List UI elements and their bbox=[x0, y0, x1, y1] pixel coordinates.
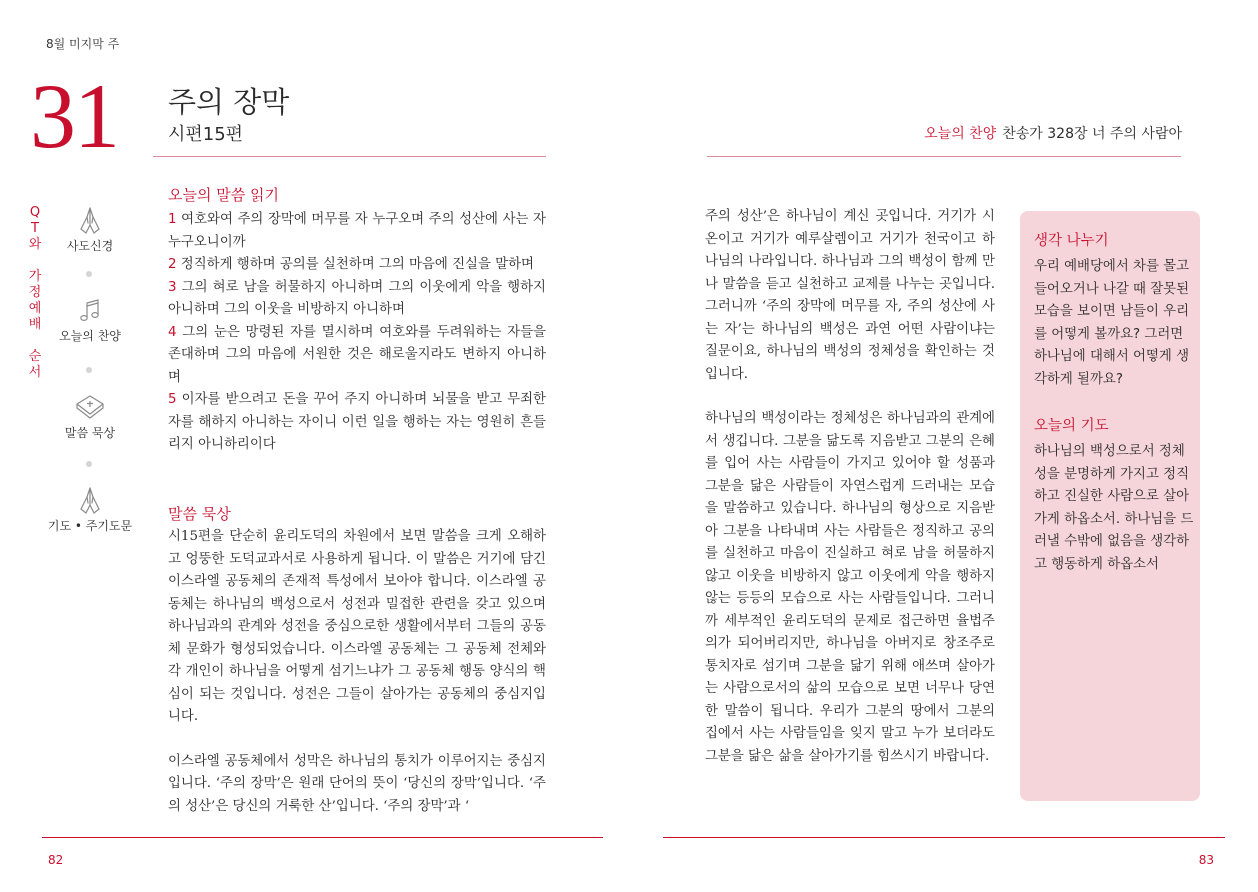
vertical-char: 예 bbox=[28, 301, 42, 316]
vertical-gap bbox=[28, 333, 42, 349]
todays-hymn bbox=[924, 123, 1182, 143]
vertical-char: 서 bbox=[28, 365, 42, 380]
praying-hands-icon bbox=[75, 205, 105, 235]
page-number-left: 82 bbox=[48, 853, 64, 867]
vertical-char: 정 bbox=[28, 285, 42, 300]
meditation-text-left bbox=[168, 526, 546, 818]
sharing-box bbox=[1020, 211, 1200, 801]
music-note-icon bbox=[76, 297, 104, 325]
meditation-text-right bbox=[705, 206, 995, 768]
vertical-section-label bbox=[28, 205, 42, 381]
verse bbox=[168, 322, 546, 390]
share-title: 생각 나누기 bbox=[1034, 233, 1109, 249]
meditation-section-title: 말씀 묵상 bbox=[168, 505, 231, 523]
prayer-title: 오늘의 기도 bbox=[1034, 418, 1109, 434]
scripture-verses bbox=[168, 209, 546, 457]
paragraph: 시15편을 단순히 윤리도덕의 차원에서 보면 말씀을 크게 오해하고 엉뚱한 도덕교과서로 사용하게 됩니다. 이 말씀은 거기에 담긴 이스라엘 공동체의 존재적 특성에서 보아야 합니다. 이스라엘 공동체는 하나님의 백성으로서 성전과 밀접한 관련을 갖고 있으며 하나님과의 관계와 성전을 중심으로한 생활에서부터 그들의 공동체 문화가 형성되었습니다. 이스라엘 공동체는 그 공동체 전체와 각 개인이 하나님을 어떻게 섬기느냐가 그 공동체 행동 양식의 핵심이 되는 것입니다. 성전은 그들이 살아가는 공동체의 중심지입니다. bbox=[168, 529, 546, 724]
vertical-gap bbox=[28, 253, 42, 269]
paragraph: 주의 성산’은 하나님이 계신 곳입니다. 거기가 시온이고 거기가 예루살렘이고 거기가 천국이고 하나님의 나라입니다. 하나님과 그의 백성이 함께 만나 말씀을 듣고 실천하고 교제를 나누는 곳입니다. 그러니까 ‘주의 장막에 머무를 자, 주의 성산에 사는 자’는 하나님의 백성은 과연 어떤 사람이냐는 질문이요, 하나님의 백성의 정체성을 확인하는 것입니다. bbox=[705, 209, 995, 382]
reading-section-title: 오늘의 말씀 읽기 bbox=[168, 186, 279, 204]
verse-text: 여호와여 주의 장막에 머무를 자 누구오며 주의 성산에 사는 자 누구오니이까 bbox=[168, 212, 546, 250]
verse-number: 3 bbox=[168, 279, 177, 295]
sidebar-item-label: 사도신경 bbox=[66, 239, 114, 253]
verse bbox=[168, 254, 546, 277]
verse bbox=[168, 389, 546, 457]
verse-number: 4 bbox=[168, 324, 177, 340]
separator-dot bbox=[86, 271, 92, 277]
day-number: 31 bbox=[30, 65, 118, 167]
footer-divider bbox=[663, 837, 1225, 838]
vertical-char: 가 bbox=[28, 269, 42, 284]
sidebar-item-label: 말씀 묵상 bbox=[64, 426, 116, 440]
verse-number: 5 bbox=[168, 392, 177, 407]
verse-text: 그의 혀로 남을 허물하지 아니하며 그의 이웃에게 악을 행하지 아니하며 그의 이웃을 비방하지 아니하며 bbox=[168, 279, 546, 317]
paragraph: 하나님의 백성이라는 정체성은 하나님과의 관계에서 생깁니다. 그분을 닮도록 지음받고 그분의 은혜를 입어 사는 사람들이 가지고 있어야 할 성품과 그분을 닮은 사람들이 자연스럽게 드러내는 모습을 말씀하고 있습니다. 하나님의 형상으로 지음받아 그분을 나타내며 사는 사람들은 정직하고 공의를 실천하고 마음이 진실하고 혀로 남을 허물하지 않고 이웃을 비방하지 않고 이웃에게 악을 행하지 않는 등등의 모습으로 사는 사람들입니다. 그러니까 세부적인 윤리도덕의 문제로 접근하면 율법주의가 되어버리지만, 하나님을 아버지로 창조주로 통치자로 섬기며 그분을 닮기 위해 애쓰며 살아가는 사람으로서의 삶의 모습으로 보면 너무나 당연한 말씀이 됩니다. 우리가 그분의 땅에서 그분의 집에서 사는 사람들임을 잊지 말고 누가 보더라도 그분을 닮은 삶을 살아가기를 힘쓰시기 바랍니다. bbox=[705, 411, 995, 764]
divider bbox=[707, 156, 1181, 157]
verse-number: 2 bbox=[168, 257, 177, 272]
vertical-char: 배 bbox=[28, 317, 42, 332]
separator-dot bbox=[86, 367, 92, 373]
vertical-char: 순 bbox=[28, 349, 42, 364]
sidebar-item-prayer bbox=[46, 485, 134, 534]
separator-dot bbox=[86, 461, 92, 467]
verse-text: 정직하게 행하며 공의를 실천하며 그의 마음에 진실을 말하며 bbox=[180, 257, 534, 272]
hymn-label: 오늘의 찬양 bbox=[924, 126, 997, 142]
vertical-char: Q bbox=[29, 205, 41, 220]
week-label: 8월 미지막 주 bbox=[46, 37, 120, 51]
verse bbox=[168, 277, 546, 322]
divider bbox=[153, 156, 546, 157]
share-text: 우리 예배당에서 차를 몰고 들어오거나 나갈 때 잘못된 모습을 보이면 남들이 우리를 어떻게 볼까요? 그러면 하나님에 대해서 어떻게 생각하게 될까요? bbox=[1034, 259, 1190, 387]
vertical-char: 와 bbox=[28, 237, 42, 252]
hymn-text: 찬송가 328장 너 주의 사람아 bbox=[1002, 126, 1182, 142]
bible-icon bbox=[74, 392, 106, 422]
sidebar-item-meditation bbox=[46, 392, 134, 441]
sidebar-item-todays-hymn bbox=[46, 297, 134, 344]
praying-hands-icon bbox=[75, 485, 105, 515]
verse-text: 그의 눈은 망령된 자를 멸시하며 여호와를 두려워하는 자들을 존대하며 그의 마음에 서원한 것은 해로울지라도 변하지 아니하며 bbox=[168, 324, 546, 385]
page-title: 주의 장막 bbox=[168, 85, 290, 119]
verse bbox=[168, 209, 546, 254]
vertical-char: T bbox=[31, 221, 39, 236]
footer-divider bbox=[42, 837, 603, 838]
sidebar-item-label: 기도 • 주기도문 bbox=[47, 519, 133, 533]
paragraph: 이스라엘 공동체에서 성막은 하나님의 통치가 이루어지는 중심지입니다. ‘주의 장막’은 원래 단어의 뜻이 ‘당신의 장막’입니다. ‘주의 성산’은 당신의 거룩한 산’입니다. ‘주의 장막’과 ‘ bbox=[168, 753, 546, 814]
verse-number: 1 bbox=[168, 212, 177, 227]
sidebar-item-label: 오늘의 찬양 bbox=[59, 329, 121, 343]
page-number-right: 83 bbox=[1198, 853, 1214, 867]
prayer-text: 하나님의 백성으로서 정체성을 분명하게 가지고 정직하고 진실한 사람으로 살아가게 하옵소서. 하나님을 드러낼 수밖에 없음을 생각하고 행동하게 하옵소서 bbox=[1034, 444, 1194, 572]
sidebar-item-apostles-creed bbox=[46, 205, 134, 254]
scripture-reference: 시편15편 bbox=[168, 124, 244, 145]
verse-text: 이자를 받으려고 돈을 꾸어 주지 아니하며 뇌물을 받고 무죄한 자를 해하지 아니하는 자이니 이런 일을 행하는 자는 영원히 흔들리지 아니하리이다 bbox=[168, 392, 546, 452]
